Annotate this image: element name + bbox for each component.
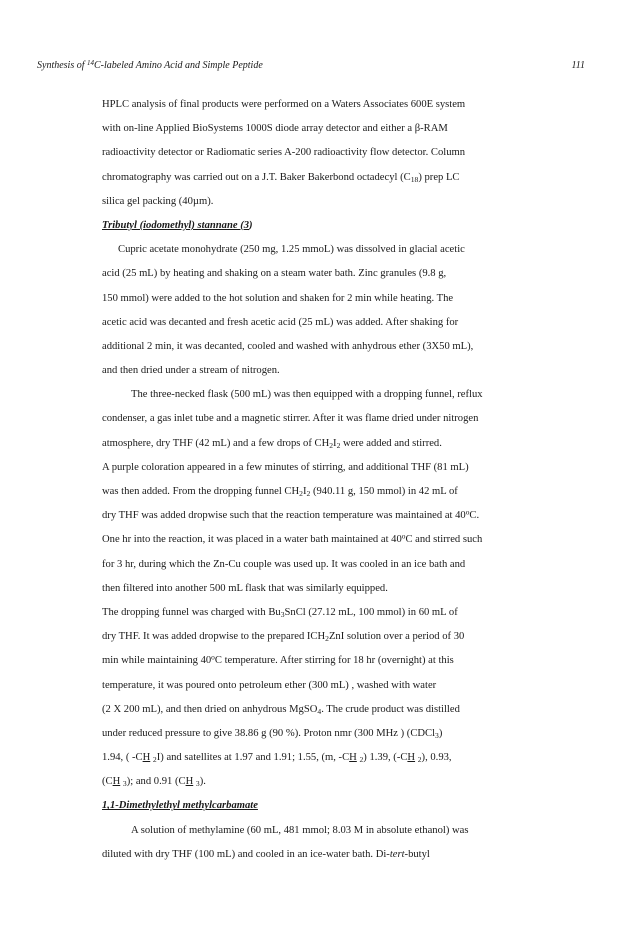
text-line: dry THF. It was added dropwise to the prepared $ICH_2ZnI$ solution over a period of 30 <box>102 631 465 644</box>
main-text <box>102 93 572 867</box>
text-line: acid (25 mL) by heating and shaking on a steam water bath. Zinc granules (9.8 g, <box>102 268 447 280</box>
text-line: (2 X 200 mL), and then dried on anhydrous MgSO$_4$. The crude product was distilled <box>102 703 460 716</box>
section-heading-tributyl-stannane: Tributyl (iodomethyl) stannane (3) <box>102 219 253 231</box>
text-line: acetic acid was decanted and fresh acetic acid (25 mL) was added. After shaking for <box>102 316 459 328</box>
text-line: HPLC analysis of final products were performed on a Waters Associates 600E system <box>102 99 466 110</box>
text-line: chromatography was carried out on a J.T. Baker Bakerbond octadecyl $(C_{18})$ prep LC <box>102 171 460 184</box>
paragraph-flask-setup <box>102 383 572 456</box>
text-line: The dropping funnel was charged with $Bu_3SnCl$ (27.12 mL, 100 mmol) in 60 mL of <box>102 606 458 619</box>
text-line: for 3 hr, during which the Zn-Cu couple was used up. It was cooled in an ice bath and <box>102 558 466 570</box>
text-line: silica gel packing (40µm). <box>102 195 214 207</box>
text-line: condenser, a gas inlet tube and a magnetic stirrer. After it was flame dried under nitrogen <box>102 413 479 425</box>
text-line: and then dried under a stream of nitrogen. <box>102 365 280 377</box>
running-head-title: Synthesis of $^{14}$C-labeled Amino Acid and Simple Peptide <box>37 58 263 71</box>
text-line: radioactivity detector or Radiomatic series A-200 radioactivity flow detector. Column <box>102 147 466 159</box>
text-line: dry THF was added dropwise such that the reaction temperature was maintained at 40$^o$C. <box>102 507 480 522</box>
text-line: under reduced pressure to give 38.86 g (90 %). Proton nmr (300 MHz ) (CDCl$_3$) <box>102 727 443 740</box>
text-line: 1.94, ( -CH $_2$I) and satellites at 1.97 and 1.91; 1.55, (m, -CH $_2$) 1.39, (-CH $_2$), 0.93, <box>102 752 452 764</box>
text-line: One hr into the reaction, it was placed in a water bath maintained at 40$^o$C and stirred such <box>102 532 483 546</box>
text-line: A purple coloration appeared in a few minutes of stirring, and additional THF (81 mL) <box>102 461 469 473</box>
text-line: diluted with dry THF (100 mL) and cooled in an ice-water bath. Di-tert-butyl <box>102 848 430 860</box>
text-line: The three-necked flask (500 mL) was then equipped with a dropping funnel, reflux <box>131 389 483 401</box>
text-line: then filtered into another 500 mL flask that was similarly equipped. <box>102 582 388 594</box>
hplc-paragraph <box>102 93 572 214</box>
page-number: 111 <box>571 60 585 71</box>
text-line: min while maintaining 40$^o$C temperature. After stirring for 18 hr (overnight) at this <box>102 652 454 667</box>
text-line: was then added. From the dropping funnel $CH_2I_2$ (940.11 g, 150 mmol) in 42 mL of <box>102 486 458 498</box>
section-heading-methylcarbamate: 1,1-Dimethylethyl methylcarbamate <box>102 800 258 812</box>
running-head <box>37 60 585 76</box>
text-line: with on-line Applied BioSystems 1000S diode array detector and either a β-RAM <box>102 123 448 135</box>
text-line: (CH $_3$); and 0.91 (CH $_3$). <box>102 776 206 789</box>
paragraph-dropping-funnel <box>102 601 572 795</box>
paragraph-purple-coloration <box>102 456 572 601</box>
text-line: 150 mmol) were added to the hot solution and shaken for 2 min while heating. The <box>102 292 454 304</box>
text-line: atmosphere, dry THF (42 mL) and a few drops of $CH_2I_2$ were added and stirred. <box>102 437 442 450</box>
paragraph-zinc-copper-couple <box>102 238 572 383</box>
text-line: A solution of methylamine (60 mL, 481 mmol; 8.03 M in absolute ethanol) was <box>131 824 469 836</box>
text-line: Cupric acetate monohydrate (250 mg, 1.25 mmoL) was dissolved in glacial acetic <box>118 244 465 256</box>
paragraph-methylamine <box>102 819 572 867</box>
text-line: temperature, it was poured onto petroleum ether (300 mL) , washed with water <box>102 679 437 691</box>
text-line: additional 2 min, it was decanted, cooled and washed with anhydrous ether (3X50 mL), <box>102 340 474 352</box>
